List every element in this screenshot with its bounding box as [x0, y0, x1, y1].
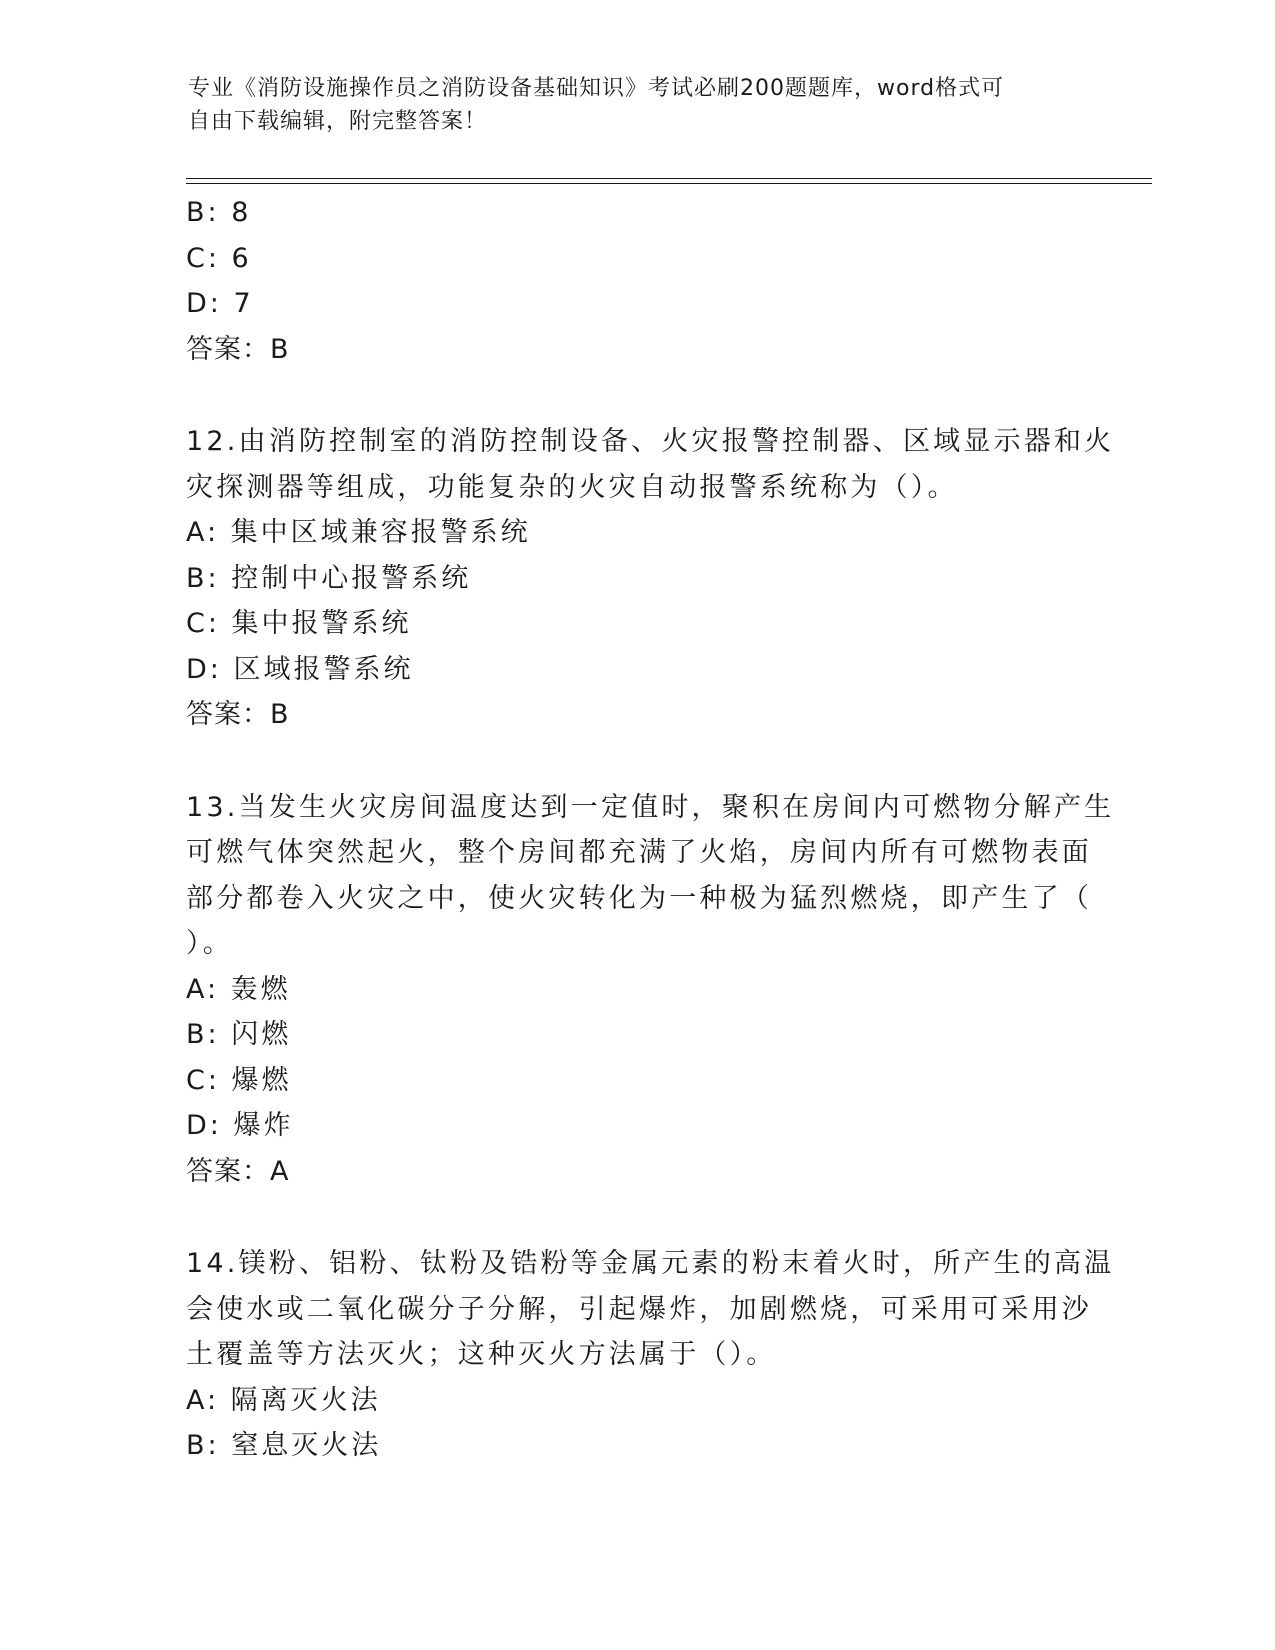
option-a: A: 集中区域兼容报警系统	[186, 517, 531, 548]
spacer	[186, 1194, 1086, 1241]
spacer	[186, 738, 1086, 785]
option-c: C: 爆燃	[186, 1064, 292, 1096]
question-11-tail	[186, 190, 1086, 372]
question-line: 部分都卷入火灾之中，使火灾转化为一种极为猛烈燃烧，即产生了（	[186, 882, 1092, 914]
question-line: 可燃气体突然起火，整个房间都充满了火焰，房间内所有可燃物表面	[186, 837, 1092, 868]
question-line: ）。	[186, 928, 233, 959]
header-rule-bottom	[186, 183, 1152, 184]
question-12	[186, 419, 1115, 738]
option-d: D: 爆炸	[186, 1110, 294, 1141]
option-c: C: 6	[186, 242, 252, 274]
answer: 答案：B	[186, 333, 290, 365]
answer: 答案：A	[186, 1155, 290, 1187]
option-c: C: 集中报警系统	[186, 608, 412, 639]
header-line-2: 自由下载编辑，附完整答案！	[188, 109, 488, 134]
question-line: 土覆盖等方法灭火；这种灭火方法属于（）。	[186, 1339, 777, 1370]
spacer	[186, 372, 1086, 419]
question-13	[186, 785, 1115, 1195]
question-text	[186, 419, 1115, 510]
option-b: B: 窒息灭火法	[186, 1430, 382, 1461]
option-b: B: 闪燃	[186, 1019, 292, 1050]
question-line: 13.当发生火灾房间温度达到一定值时，聚积在房间内可燃物分解产生	[186, 791, 1115, 823]
option-a: A: 隔离灭火法	[186, 1384, 381, 1416]
question-line: 灾探测器等组成，功能复杂的火灾自动报警系统称为（）。	[186, 471, 958, 503]
option-d: D: 7	[186, 288, 254, 319]
question-line: 12.由消防控制室的消防控制设备、火灾报警控制器、区域显示器和火	[186, 426, 1115, 457]
question-line: 14.镁粉、铝粉、钛粉及锆粉等金属元素的粉末着火时，所产生的高温	[186, 1248, 1115, 1279]
document-header	[188, 72, 1068, 138]
question-14	[186, 1241, 1115, 1469]
header-rule-top	[186, 178, 1152, 179]
answer: 答案：B	[186, 699, 290, 730]
option-b: B: 控制中心报警系统	[186, 562, 472, 594]
question-line: 会使水或二氧化碳分子分解，引起爆炸，加剧燃烧，可采用可采用沙	[186, 1293, 1092, 1325]
question-text	[186, 1241, 1115, 1378]
option-d: D: 区域报警系统	[186, 653, 414, 685]
header-line-1: 专业《消防设施操作员之消防设备基础知识》考试必刷200题题库，word格式可	[188, 76, 1005, 101]
question-text	[186, 785, 1115, 967]
option-a: A: 轰燃	[186, 973, 291, 1005]
question-list	[186, 190, 1115, 1469]
option-b: B: 8	[186, 197, 252, 228]
